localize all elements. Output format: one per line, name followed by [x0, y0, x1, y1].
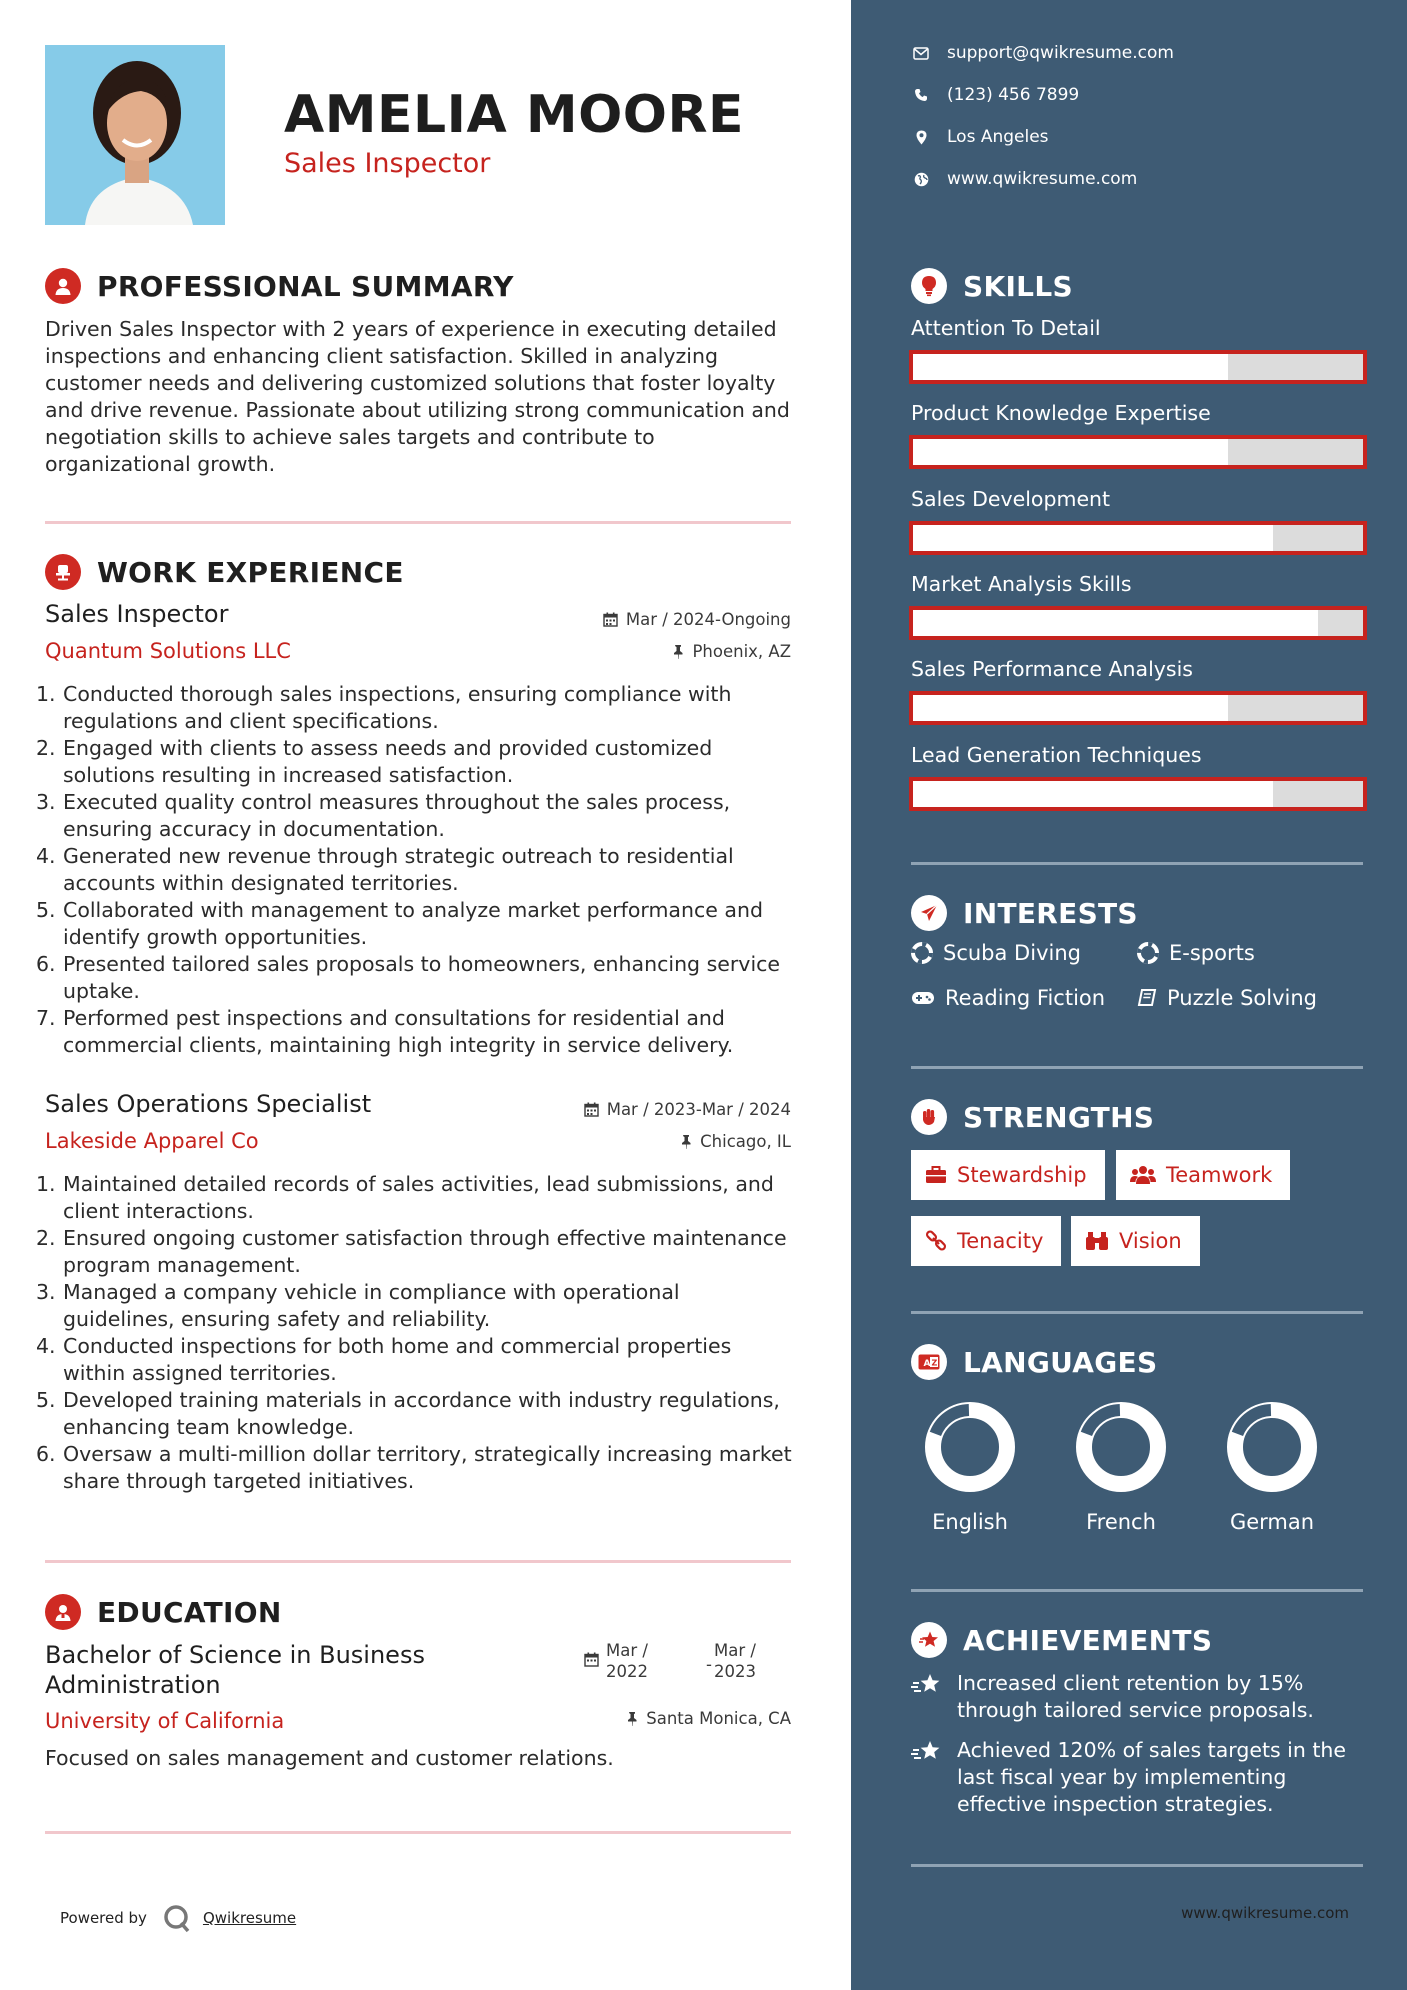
translate-icon	[911, 1344, 947, 1380]
skill-bar	[909, 777, 1367, 811]
binoculars-icon	[1085, 1231, 1109, 1251]
job-title: Sales Operations Specialist	[45, 1090, 372, 1118]
list-text: Ensured ongoing customer satisfaction through effective maintenance program management.	[63, 1226, 787, 1277]
skills-heading	[911, 268, 1073, 304]
list-text: Generated new revenue through strategic outreach to residential accounts within designated territories.	[63, 844, 734, 895]
list-item	[36, 1005, 796, 1059]
degree-title: Bachelor of Science in Business Administration	[45, 1641, 425, 1699]
list-item	[36, 789, 796, 843]
job-location	[680, 1132, 791, 1151]
skill-label: Sales Development	[911, 487, 1111, 511]
lightbulb-icon	[911, 268, 947, 304]
divider	[911, 1864, 1363, 1867]
skill-bar-fill	[913, 525, 1273, 551]
candidate-role: Sales Inspector	[284, 148, 491, 179]
paper-plane-icon	[911, 895, 947, 931]
interest-label: Reading Fiction	[945, 986, 1106, 1010]
skill-bar	[909, 435, 1367, 469]
job-duties-list	[36, 681, 796, 1059]
achievements-title: ACHIEVEMENTS	[963, 1623, 1213, 1657]
achievement-text: Increased client retention by 15% through tailored service proposals.	[957, 1671, 1314, 1722]
list-item	[36, 951, 796, 1005]
briefcase-icon	[925, 1166, 947, 1184]
list-item	[36, 735, 796, 789]
list-number: 1.	[36, 1172, 56, 1196]
skill-bar-fill	[913, 610, 1318, 636]
list-item	[36, 843, 796, 897]
contact-email-text[interactable]: support@qwikresume.com	[947, 43, 1174, 63]
interest-label: Puzzle Solving	[1167, 986, 1317, 1010]
list-item	[36, 1333, 796, 1387]
skill-label: Lead Generation Techniques	[911, 743, 1202, 767]
interest-item	[1137, 986, 1317, 1010]
skill-bar	[909, 691, 1367, 725]
list-number: 3.	[36, 790, 56, 814]
list-text: Collaborated with management to analyze market performance and identify growth opportunities.	[63, 898, 763, 949]
achievement-text: Achieved 120% of sales targets in the last fiscal year by implementing effective inspection strategies.	[957, 1738, 1347, 1816]
pin-icon	[626, 1711, 638, 1726]
strength-label: Stewardship	[957, 1163, 1087, 1187]
contact-website-text[interactable]: www.qwikresume.com	[947, 169, 1138, 189]
skills-title: SKILLS	[963, 269, 1073, 303]
language-chart	[1046, 1392, 1196, 1506]
fist-icon	[911, 1099, 947, 1135]
briefcase-chair-icon	[45, 554, 81, 590]
list-text: Engaged with clients to assess needs and provided customized solutions resulting in increased satisfaction.	[63, 736, 713, 787]
skill-bar-fill	[913, 781, 1273, 807]
contact-website	[911, 169, 1137, 189]
school-name: University of California	[45, 1709, 285, 1733]
language-label: German	[1229, 1510, 1315, 1534]
list-number: 2.	[36, 1226, 56, 1250]
divider	[911, 1066, 1363, 1069]
company-name: Quantum Solutions LLC	[45, 639, 291, 663]
list-number: 5.	[36, 1388, 56, 1412]
pin-icon	[680, 1134, 692, 1149]
svg-text:A: A	[923, 1359, 931, 1369]
interests-title: INTERESTS	[963, 896, 1138, 930]
book-icon	[1137, 988, 1157, 1008]
list-number: 4.	[36, 844, 56, 868]
list-item	[36, 681, 796, 735]
list-number: 4.	[36, 1334, 56, 1358]
education-date-end-text: Mar / 2023	[714, 1641, 756, 1681]
divider	[45, 1831, 791, 1834]
summary-text: Driven Sales Inspector with 2 years of experience in executing detailed inspections and enhancing client satisfaction. Skilled in analyzing customer needs and delivering customized solutions that foster loyalty and drive revenue. Passionate about utilizing strong communication and negotiation skills to achieve sales targets and contribute to organizational growth.	[45, 317, 790, 476]
list-number: 6.	[36, 1442, 56, 1466]
list-item	[36, 1279, 796, 1333]
list-text: Oversaw a multi-million dollar territory, strategically increasing market share through targeted initiatives.	[63, 1442, 792, 1493]
job-location-text: Chicago, IL	[700, 1132, 791, 1151]
list-text: Presented tailored sales proposals to homeowners, enhancing service uptake.	[63, 952, 781, 1003]
skill-bar	[909, 606, 1367, 640]
education-date-separator: -	[706, 1655, 712, 1674]
job-date	[603, 610, 791, 629]
gamepad-icon	[911, 990, 935, 1006]
language-label: French	[1086, 1510, 1156, 1534]
strength-label: Vision	[1119, 1229, 1182, 1253]
users-icon	[1130, 1165, 1156, 1185]
achievement-item	[911, 1737, 1351, 1818]
languages-heading	[911, 1344, 1157, 1380]
user-icon	[45, 268, 81, 304]
calendar-icon	[603, 612, 618, 627]
calendar-icon	[584, 1102, 599, 1117]
qwikresume-logo-icon	[161, 1902, 193, 1934]
list-number: 6.	[36, 952, 56, 976]
job-title: Sales Inspector	[45, 600, 229, 628]
map-marker-icon	[911, 130, 931, 145]
strengths-title: STRENGTHS	[963, 1100, 1155, 1134]
list-item	[36, 1225, 796, 1279]
globe-icon	[911, 172, 931, 187]
skill-bar-fill	[913, 439, 1228, 465]
qwikresume-link[interactable]: Qwikresume	[202, 1909, 297, 1927]
life-ring-icon	[911, 942, 933, 964]
job-location-text: Phoenix, AZ	[692, 642, 791, 661]
experience-heading	[45, 554, 404, 590]
summary-heading	[45, 268, 514, 304]
contact-phone	[911, 85, 1079, 105]
skill-label: Sales Performance Analysis	[911, 657, 1193, 681]
strength-tag	[1071, 1216, 1200, 1266]
shooting-star-icon	[911, 1672, 943, 1698]
star-icon	[911, 1622, 947, 1658]
divider	[911, 862, 1363, 865]
powered-by	[60, 1902, 296, 1934]
job-duties-list	[36, 1171, 796, 1495]
education-date-start	[606, 1640, 658, 1682]
job-date-text: Mar / 2024-Ongoing	[625, 610, 791, 629]
language-chart	[895, 1392, 1045, 1506]
list-number: 7.	[36, 1006, 56, 1030]
language-chart	[1197, 1392, 1347, 1506]
contact-location-text: Los Angeles	[947, 127, 1049, 147]
summary-title: PROFESSIONAL SUMMARY	[97, 269, 514, 303]
skill-label: Market Analysis Skills	[911, 572, 1132, 596]
divider	[45, 521, 791, 524]
job-date	[584, 1100, 791, 1119]
language-label: English	[932, 1510, 1008, 1534]
company-name: Lakeside Apparel Co	[45, 1129, 259, 1153]
strength-label: Teamwork	[1166, 1163, 1273, 1187]
experience-title: WORK EXPERIENCE	[97, 555, 404, 589]
interest-item	[911, 941, 1081, 965]
svg-text:Z: Z	[931, 1358, 938, 1368]
envelope-icon	[911, 47, 931, 60]
skill-bar-fill	[913, 354, 1228, 380]
languages-title: LANGUAGES	[963, 1345, 1158, 1379]
list-number: 3.	[36, 1280, 56, 1304]
interest-item	[911, 986, 1105, 1010]
contact-location	[911, 127, 1049, 147]
list-number: 5.	[36, 898, 56, 922]
list-text: Executed quality control measures throughout the sales process, ensuring accuracy in documentation.	[63, 790, 731, 841]
divider	[911, 1589, 1363, 1592]
skill-bar	[909, 350, 1367, 384]
interest-label: E-sports	[1169, 941, 1255, 965]
achievements-heading	[911, 1622, 1212, 1658]
strength-label: Tenacity	[957, 1229, 1044, 1253]
list-item	[36, 897, 796, 951]
strength-tag	[911, 1150, 1105, 1200]
skill-bar-fill	[913, 695, 1228, 721]
skill-label: Product Knowledge Expertise	[911, 401, 1211, 425]
skill-label: Attention To Detail	[911, 316, 1101, 340]
achievement-item	[911, 1670, 1351, 1724]
shooting-star-icon	[911, 1739, 943, 1765]
job-date-text: Mar / 2023-Mar / 2024	[606, 1100, 791, 1119]
education-location	[626, 1709, 791, 1728]
sidebar	[851, 0, 1407, 1990]
interest-label: Scuba Diving	[943, 941, 1081, 965]
strength-tag	[1116, 1150, 1290, 1200]
list-item	[36, 1171, 796, 1225]
strength-tag	[911, 1216, 1061, 1266]
contact-phone-text: (123) 456 7899	[947, 85, 1080, 105]
education-heading	[45, 1594, 282, 1630]
list-text: Performed pest inspections and consultations for residential and commercial clients, maintaining high integrity in service delivery.	[63, 1006, 734, 1057]
life-ring-icon	[1137, 942, 1159, 964]
list-item	[36, 1441, 796, 1495]
interests-heading	[911, 895, 1138, 931]
list-text: Maintained detailed records of sales activities, lead submissions, and client interactions.	[63, 1172, 774, 1223]
list-text: Conducted inspections for both home and commercial properties within assigned territories.	[63, 1334, 732, 1385]
education-description: Focused on sales management and customer relations.	[45, 1746, 614, 1770]
footer-website[interactable]: www.qwikresume.com	[1181, 1904, 1349, 1922]
interest-item	[1137, 941, 1255, 965]
divider	[45, 1560, 791, 1563]
contact-email	[911, 43, 1174, 63]
powered-by-label: Powered by	[60, 1909, 147, 1927]
strengths-heading	[911, 1099, 1154, 1135]
education-date-end	[714, 1640, 766, 1682]
profile-photo	[45, 45, 225, 225]
candidate-name: AMELIA MOORE	[284, 85, 745, 145]
list-item	[36, 1387, 796, 1441]
education-date-start-text: Mar / 2022	[606, 1641, 648, 1681]
divider	[911, 1311, 1363, 1314]
list-text: Developed training materials in accordance with industry regulations, enhancing team knowledge.	[63, 1388, 780, 1439]
link-icon	[925, 1230, 947, 1252]
calendar-icon	[584, 1652, 599, 1667]
graduate-icon	[45, 1594, 81, 1630]
phone-icon	[911, 88, 931, 102]
list-number: 1.	[36, 682, 56, 706]
list-number: 2.	[36, 736, 56, 760]
education-location-text: Santa Monica, CA	[646, 1709, 791, 1728]
list-text: Conducted thorough sales inspections, ensuring compliance with regulations and client specifications.	[63, 682, 732, 733]
skill-bar	[909, 521, 1367, 555]
job-location	[672, 642, 791, 661]
list-text: Managed a company vehicle in compliance with operational guidelines, ensuring safety and reliability.	[63, 1280, 680, 1331]
education-title: EDUCATION	[97, 1595, 282, 1629]
pin-icon	[672, 644, 684, 659]
